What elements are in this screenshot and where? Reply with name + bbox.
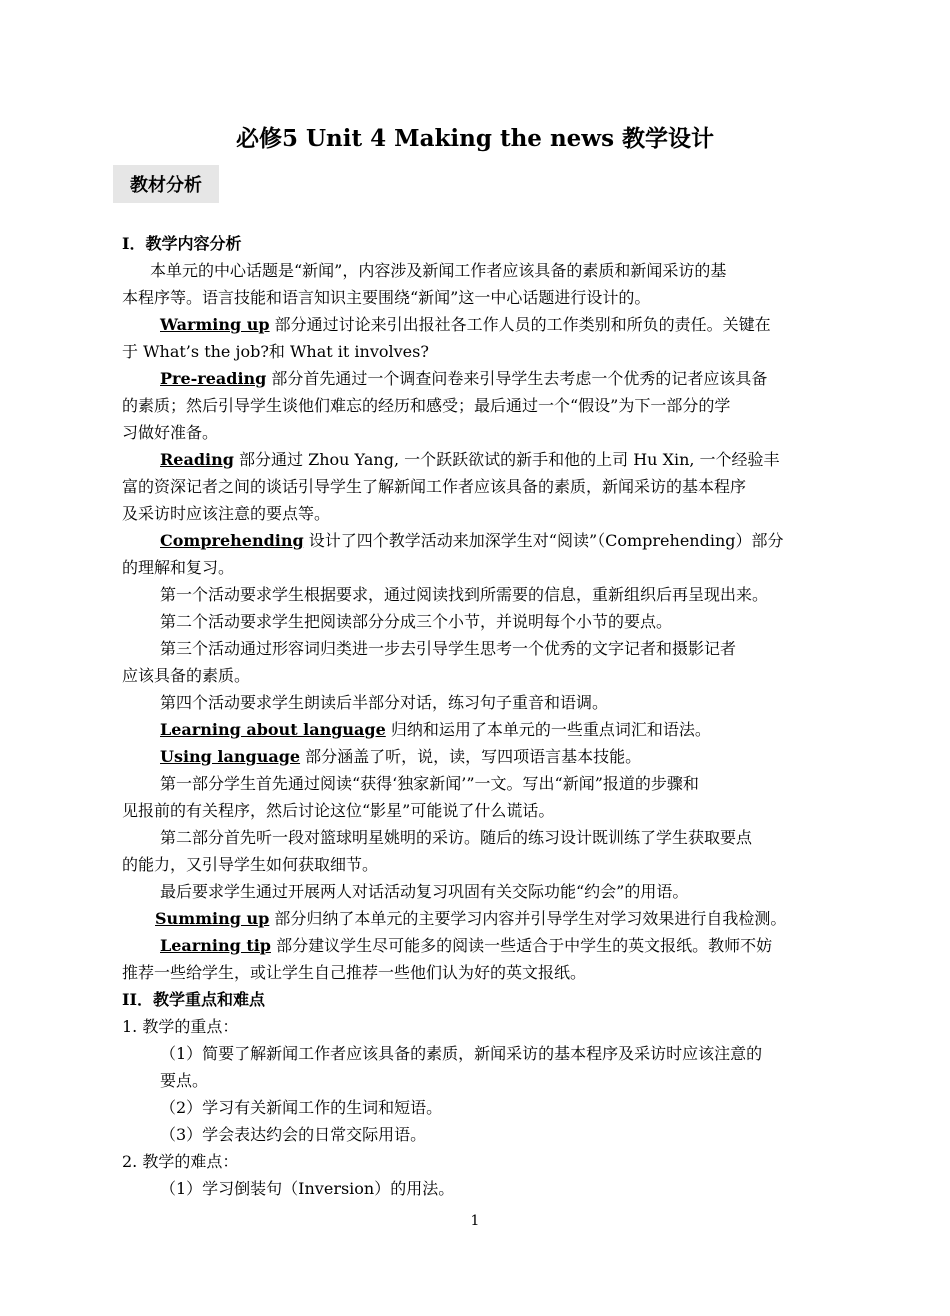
using-part-line-4: 的能力，又引导学生如何获取细节。 <box>122 855 379 874</box>
using-part-line-3: 第二部分首先听一段对篮球明星姚明的采访。随后的练习设计既训练了学生获取要点 <box>160 828 753 847</box>
part1-heading: I．教学内容分析 <box>122 234 242 253</box>
page-number: 1 <box>470 1213 480 1229</box>
using-part-line-1: 第一部分学生首先通过阅读“获得‘独家新闻’”一文。写出“新闻”报道的步骤和 <box>160 774 699 793</box>
learning-language-line: Learning about language 归纳和运用了本单元的一些重点词汇和语法。 <box>160 720 711 739</box>
learning-language-label: Learning about language <box>160 720 386 739</box>
document-title: 必修5 Unit 4 Making the news 教学设计 <box>235 125 715 152</box>
warming-up-line-2: 于 What’s the job?和 What it involves? <box>122 342 429 361</box>
reading-line-3: 及采访时应该注意的要点等。 <box>122 504 331 523</box>
comprehending-line-2: 的理解和复习。 <box>122 558 235 577</box>
using-part-line-2: 见报前的有关程序，然后讨论这位“影星”可能说了什么谎话。 <box>122 801 555 820</box>
using-part-line-5: 最后要求学生通过开展两人对话活动复习巩固有关交际功能“约会”的用语。 <box>160 882 689 901</box>
warming-up-line-1: Warming up 部分通过讨论来引出报社各工作人员的工作类别和所负的责任。关键在 <box>160 315 771 334</box>
comprehending-line-1: Comprehending 设计了四个教学活动来加深学生对“阅读”（Comprehending）部分 <box>160 531 784 550</box>
learning-tip-line-1: Learning tip 部分建议学生尽可能多的阅读一些适合于中学生的英文报纸。教师不妨 <box>160 936 773 955</box>
summing-up-label: Summing up <box>155 909 270 928</box>
reading-line-2: 富的资深记者之间的谈话引导学生了解新闻工作者应该具备的素质，新闻采访的基本程序 <box>122 477 747 496</box>
activity-line-4: 应该具备的素质。 <box>122 666 251 685</box>
focus-item-3: （3）学会表达约会的日常交际用语。 <box>160 1125 427 1144</box>
using-language-line: Using language 部分涵盖了听，说，读，写四项语言基本技能。 <box>160 747 642 766</box>
comprehending-label: Comprehending <box>160 531 304 550</box>
activity-line-1: 第一个活动要求学生根据要求，通过阅读找到所需要的信息，重新组织后再呈现出来。 <box>160 585 769 604</box>
section-label: 教材分析 <box>113 165 219 203</box>
focus-item-1: （1）简要了解新闻工作者应该具备的素质，新闻采访的基本程序及采访时应该注意的 <box>160 1044 763 1063</box>
activity-line-3: 第三个活动通过形容词归类进一步去引导学生思考一个优秀的文字记者和摄影记者 <box>160 639 737 658</box>
difficulty-title: 2. 教学的难点： <box>122 1152 239 1171</box>
reading-line-1: Reading 部分通过 Zhou Yang, 一个跃跃欲试的新手和他的上司 Hu Xin, 一个经验丰 <box>160 450 780 469</box>
focus-item-1-cont: 要点。 <box>160 1071 209 1090</box>
focus-item-2: （2）学习有关新闻工作的生词和短语。 <box>160 1098 443 1117</box>
reading-label: Reading <box>160 450 234 469</box>
pre-reading-line-3: 习做好准备。 <box>122 423 219 442</box>
difficulty-item-1: （1）学习倒装句（Inversion）的用法。 <box>160 1179 455 1198</box>
learning-tip-label: Learning tip <box>160 936 271 955</box>
using-language-label: Using language <box>160 747 301 766</box>
intro-line-1: 本单元的中心话题是“新闻”，内容涉及新闻工作者应该具备的素质和新闻采访的基 <box>150 261 727 280</box>
summing-up-line: Summing up 部分归纳了本单元的主要学习内容并引导学生对学习效果进行自我检测。 <box>155 909 787 928</box>
intro-line-2: 本程序等。语言技能和语言知识主要围绕“新闻”这一中心话题进行设计的。 <box>122 288 651 307</box>
part2-heading: II．教学重点和难点 <box>122 990 265 1009</box>
warming-up-label: Warming up <box>160 315 270 334</box>
focus-title: 1. 教学的重点： <box>122 1017 239 1036</box>
pre-reading-line-1: Pre-reading 部分首先通过一个调查问卷来引导学生去考虑一个优秀的记者应该具备 <box>160 369 768 388</box>
pre-reading-label: Pre-reading <box>160 369 267 388</box>
activity-line-2: 第二个活动要求学生把阅读部分分成三个小节，并说明每个小节的要点。 <box>160 612 673 631</box>
learning-tip-line-2: 推荐一些给学生，或让学生自己推荐一些他们认为好的英文报纸。 <box>122 963 587 982</box>
pre-reading-line-2: 的素质；然后引导学生谈他们难忘的经历和感受；最后通过一个“假设”为下一部分的学 <box>122 396 731 415</box>
activity-line-5: 第四个活动要求学生朗读后半部分对话，练习句子重音和语调。 <box>160 693 609 712</box>
